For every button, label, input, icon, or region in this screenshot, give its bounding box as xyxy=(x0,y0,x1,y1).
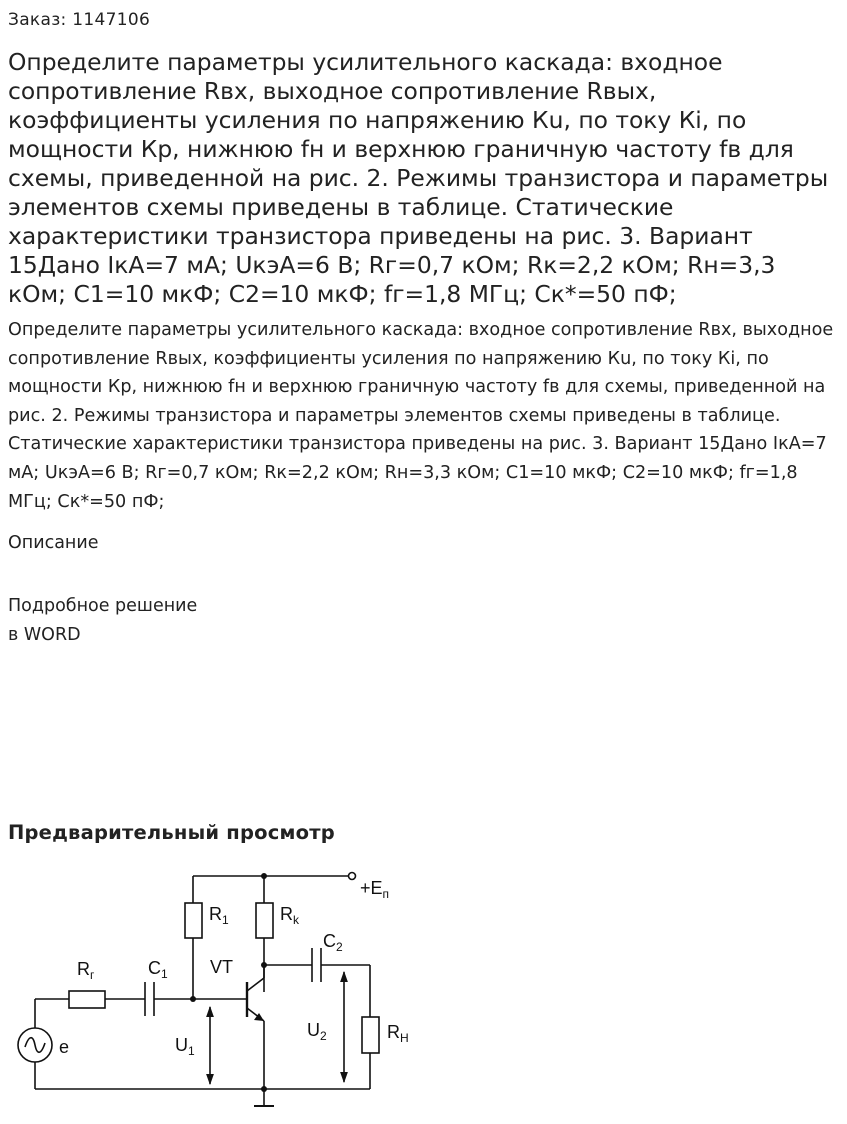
transistor-vt-collector xyxy=(247,978,264,991)
label-rk: $R_k$ xyxy=(280,904,299,927)
label-u2: $U_2$ xyxy=(307,1020,327,1043)
circuit-schematic xyxy=(0,858,430,1118)
label-r1: $R_1$ xyxy=(209,904,229,927)
solution-line-2: в WORD xyxy=(8,624,81,645)
description-text: Определите параметры усилительного каскада: входное сопротивление Rвх, выходное сопротивление Rвых, коэффициенты усиления по напряжению Кu, по току Кi, по мощности Кр, нижнюю fн и верхнюю граничную частоту fв для схемы, приведенной на рис. 2. Режимы транзистора и параметры элементов схемы приведены в таблице. Статические характеристики транзистора приведены на рис. 3. Вариант 15Дано IкА=7 мА; UкэА=6 В; Rг=0,7 кОм; Rк=2,2 кОм; Rн=3,3 кОм; C1=10 мкФ; C2=10 мкФ; fг=1,8 МГц; Ск*=50 пФ; xyxy=(8,320,834,512)
description-label: Описание xyxy=(8,533,99,553)
label-rg: $R_г$ xyxy=(77,959,95,982)
order-number: Заказ: 1147106 xyxy=(8,10,151,30)
preview-heading: Предварительный просмотр xyxy=(8,821,335,844)
solution-note xyxy=(8,592,197,649)
label-u1: $U_1$ xyxy=(175,1035,195,1058)
label-supply: $+E_п$ xyxy=(360,878,390,901)
supply-terminal xyxy=(349,873,356,880)
label-e: e xyxy=(59,1037,70,1057)
resistor-rk xyxy=(256,903,273,938)
label-vt: VT xyxy=(210,957,234,977)
solution-line-1: Подробное решение xyxy=(8,596,198,616)
label-rn: $R_H$ xyxy=(387,1022,409,1045)
resistor-r1 xyxy=(185,903,202,938)
page-title: Определите параметры усилительного каскада: входное сопротивление Rвх, выходное сопротивление Rвых, коэффициенты усиления по напряжению Кu, по току Кi, по мощности Кр, нижнюю fн и верхнюю граничную частоту fв для схемы, приведенной на рис. 2. Режимы транзистора и параметры элементов схемы приведены в таблице. Статические характеристики транзистора приведены на рис. 3. Вариант 15Дано IкА=7 мА; UкэА=6 В; Rг=0,7 кОм; Rк=2,2 кОм; Rн=3,3 кОм; C1=10 мкФ; C2=10 мкФ; fг=1,8 МГц; Ск*=50 пФ; xyxy=(8,48,829,308)
resistor-rg xyxy=(69,991,105,1008)
resistor-rn xyxy=(362,1017,379,1053)
label-c2: $C_2$ xyxy=(323,931,343,954)
label-c1: $C_1$ xyxy=(148,958,168,981)
